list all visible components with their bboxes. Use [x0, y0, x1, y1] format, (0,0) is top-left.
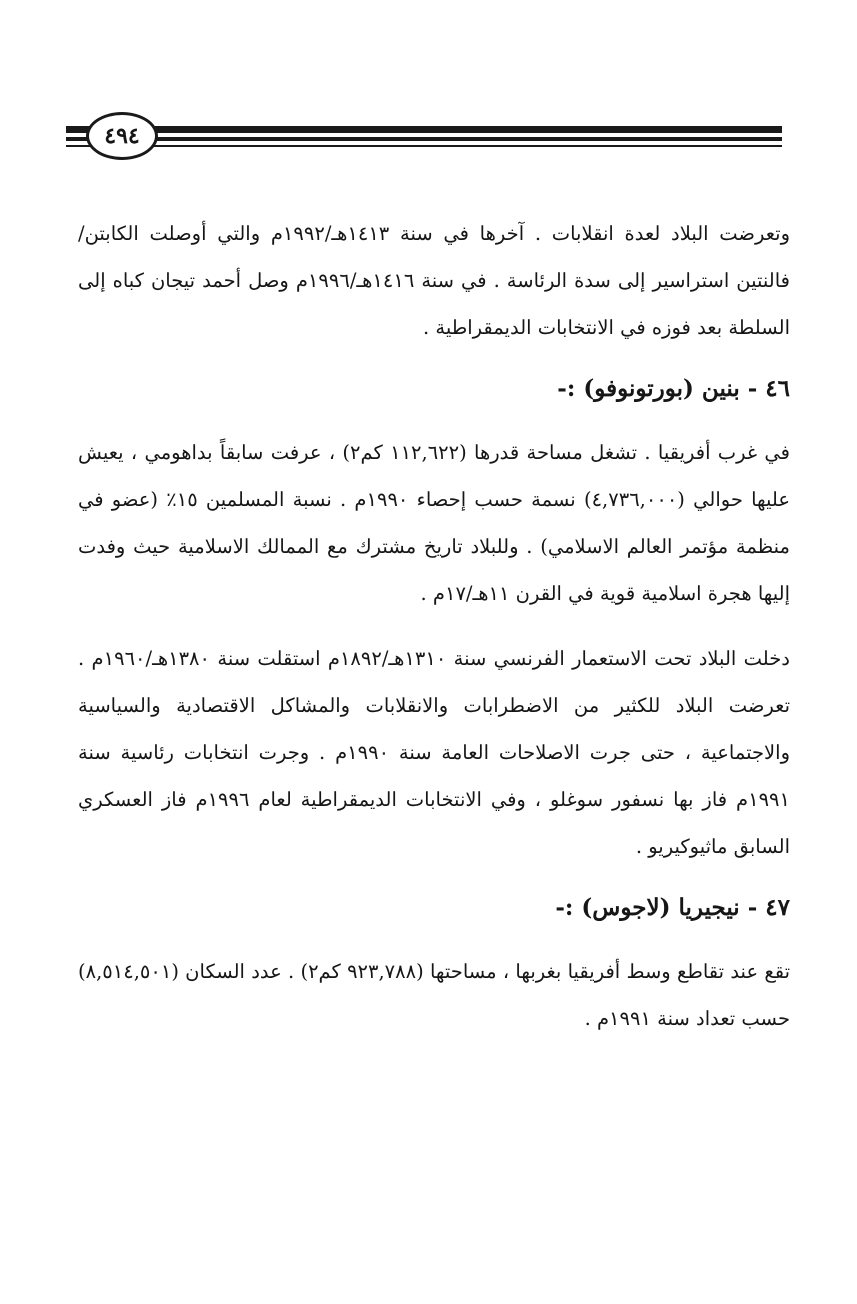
header-rule-middle: [66, 137, 782, 141]
heading-nigeria: ٤٧ - نيجيريا (لاجوس) :-: [555, 894, 790, 921]
paragraph-coups: وتعرضت البلاد لعدة انقلابات . آخرها في سنة ١٤١٣هـ/١٩٩٢م والتي أوصلت الكابتن/فالنتين استراسير إلى سدة الرئاسة . في سنة ١٤١٦هـ/١٩٩٦م وصل أحمد تيجان كباه إلى السلطة بعد فوزه في الانتخابات الديمقراطية .: [78, 222, 790, 339]
paragraph-benin-geography: في غرب أفريقيا . تشغل مساحة قدرها (١١٢,٦٢٢ كم٢) ، عرفت سابقاً بداهومي ، يعيش عليها حوالي (٤,٧٣٦,٠٠٠) نسمة حسب إحصاء ١٩٩٠م . نسبة المسلمين ١٥٪ (عضو في منظمة مؤتمر العالم الاسلامي) . وللبلاد تاريخ مشترك مع الممالك الاسلامية حيث وفدت إليها هجرة اسلامية قوية في القرن ١١هـ/١٧م .: [78, 441, 790, 605]
page-header: [66, 110, 786, 170]
paragraph-benin-history: دخلت البلاد تحت الاستعمار الفرنسي سنة ١٣١٠هـ/١٨٩٢م استقلت سنة ١٣٨٠هـ/١٩٦٠م . تعرضت البلاد للكثير من الاضطرابات والانقلابات والمشاكل الاقتصادية والسياسية والاجتماعية ، حتى جرت الاصلاحات العامة سنة ١٩٩٠م . وجرت انتخابات رئاسية سنة ١٩٩١م فاز بها نسفور سوغلو ، وفي الانتخابات الديمقراطية لعام ١٩٩٦م فاز العسكري السابق ماثيوكيريو .: [78, 647, 790, 858]
header-rule-thick: [66, 126, 782, 133]
heading-benin: ٤٦ - بنين (بورتونوفو) :-: [557, 375, 790, 402]
paragraph-nigeria: تقع عند تقاطع وسط أفريقيا بغربها ، مساحتها (٩٢٣,٧٨٨ كم٢) . عدد السكان (٨,٥١٤,٥٠١) حسب تعداد سنة ١٩٩١م .: [78, 960, 790, 1030]
page-number: ٤٩٤: [104, 123, 140, 149]
page-content: [78, 210, 790, 1042]
page-number-oval: [86, 112, 158, 160]
header-rule-thin: [66, 145, 782, 147]
